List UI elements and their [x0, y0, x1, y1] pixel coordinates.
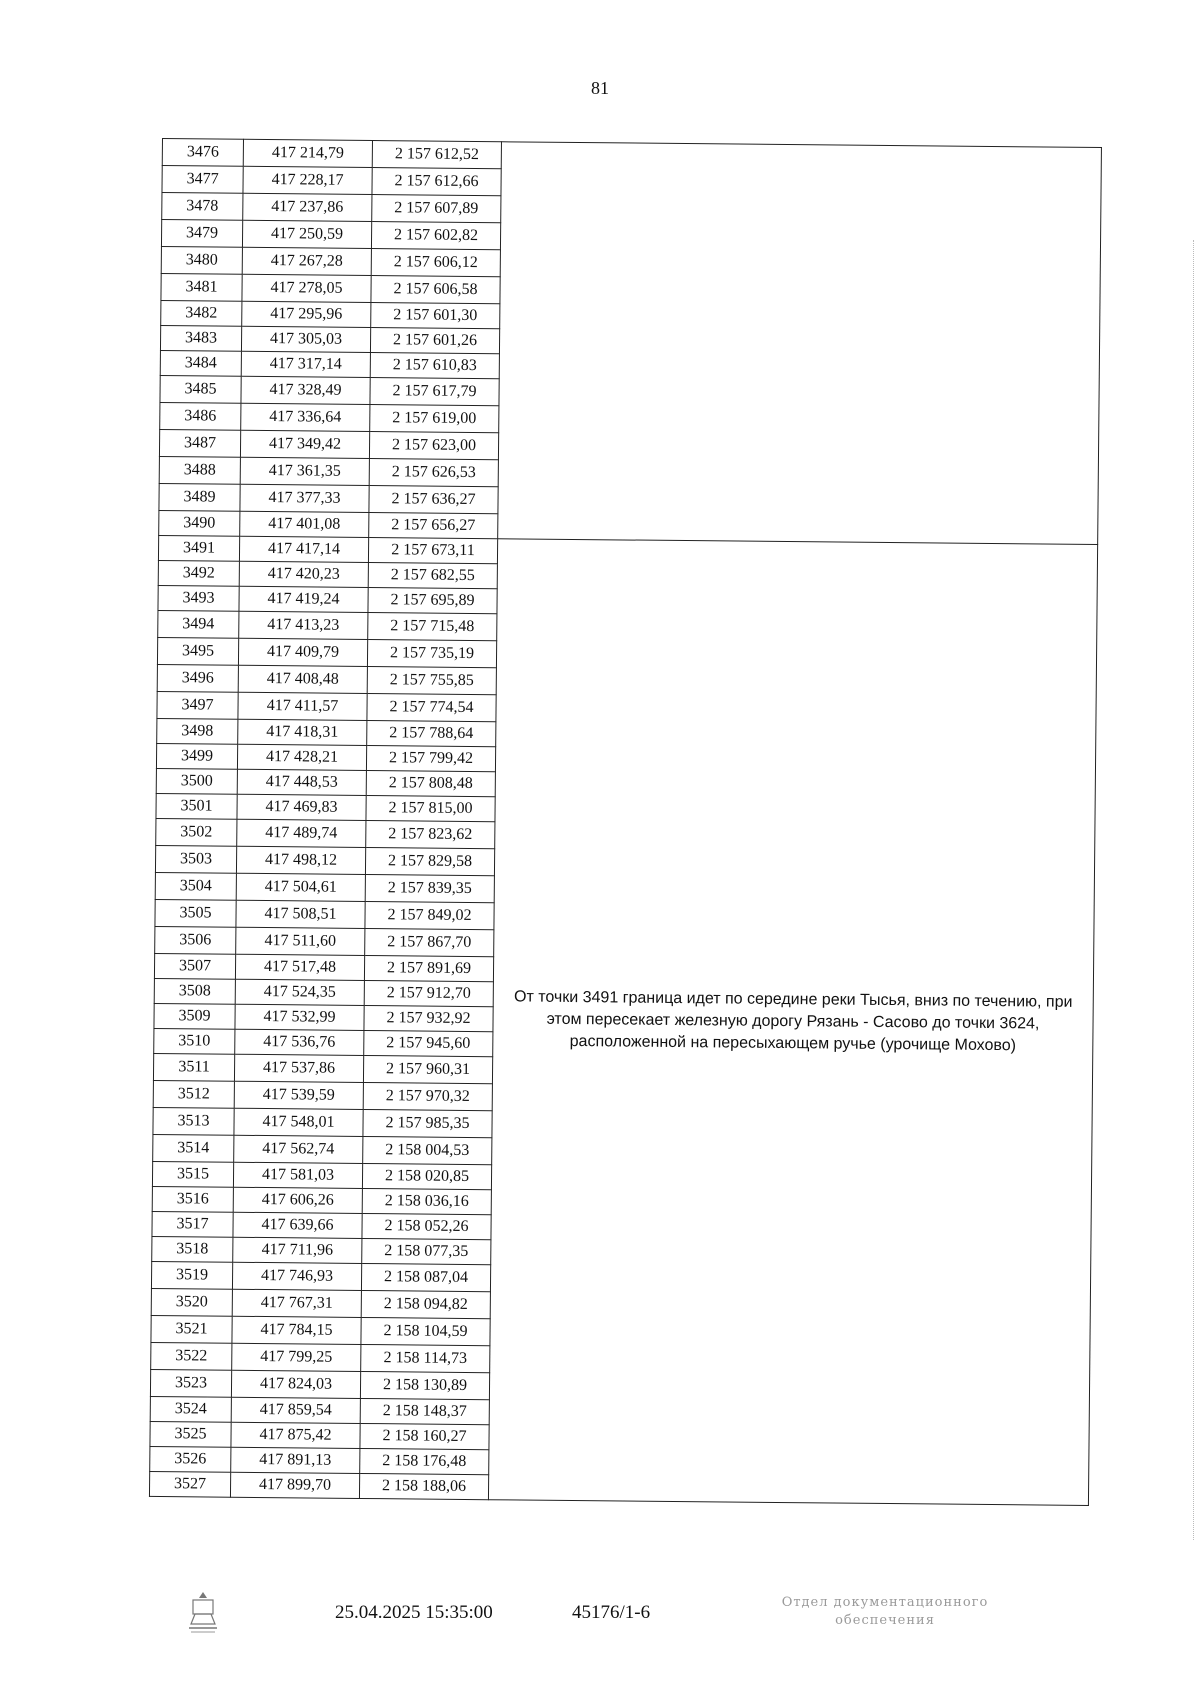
- y-coordinate-cell: 2 157 601,30: [371, 303, 500, 329]
- x-coordinate-cell: 417 711,96: [233, 1237, 362, 1263]
- x-coordinate-cell: 417 517,48: [235, 954, 364, 980]
- emblem-icon: [185, 1590, 221, 1636]
- point-number-cell: 3521: [151, 1315, 232, 1343]
- point-number-cell: 3522: [151, 1342, 232, 1370]
- x-coordinate-cell: 417 409,79: [238, 638, 367, 666]
- y-coordinate-cell: 2 158 020,85: [362, 1163, 491, 1189]
- y-coordinate-cell: 2 157 673,11: [368, 538, 497, 564]
- point-number-cell: 3515: [152, 1161, 233, 1187]
- x-coordinate-cell: 417 511,60: [236, 927, 365, 955]
- point-number-cell: 3477: [162, 166, 243, 194]
- point-number-cell: 3507: [154, 953, 235, 979]
- x-coordinate-cell: 417 562,74: [234, 1135, 363, 1163]
- point-number-cell: 3514: [153, 1134, 234, 1162]
- x-coordinate-cell: 417 417,14: [239, 536, 368, 562]
- footer-timestamp: 25.04.2025 15:35:00: [335, 1602, 493, 1623]
- x-coordinate-cell: 417 336,64: [241, 403, 370, 431]
- x-coordinate-cell: 417 899,70: [230, 1472, 359, 1498]
- point-number-cell: 3488: [159, 456, 240, 484]
- point-number-cell: 3516: [152, 1186, 233, 1212]
- stamp-line-1: Отдел документационного: [781, 1595, 989, 1610]
- y-coordinate-cell: 2 157 945,60: [364, 1030, 493, 1056]
- point-number-cell: 3495: [157, 637, 238, 665]
- point-number-cell: 3481: [161, 273, 242, 301]
- y-coordinate-cell: 2 158 077,35: [362, 1238, 491, 1264]
- x-coordinate-cell: 417 237,86: [243, 193, 372, 221]
- x-coordinate-cell: 417 408,48: [238, 665, 367, 693]
- x-coordinate-cell: 417 537,86: [234, 1054, 363, 1082]
- x-coordinate-cell: 417 250,59: [242, 220, 371, 248]
- y-coordinate-cell: 2 157 606,58: [371, 276, 500, 304]
- x-coordinate-cell: 417 532,99: [235, 1004, 364, 1030]
- boundary-description-cell: От точки 3491 граница идет по середине реки Тысья, вниз по течению, при этом пересекает железную дорогу Рязань - Сасово до точки 3624, расположенной на пересыхающем ручье (урочище Мохово): [488, 539, 1097, 1506]
- y-coordinate-cell: 2 157 970,32: [363, 1082, 492, 1110]
- point-number-cell: 3487: [159, 429, 240, 457]
- y-coordinate-cell: 2 158 036,16: [362, 1188, 491, 1214]
- point-number-cell: 3484: [160, 350, 241, 376]
- y-coordinate-cell: 2 157 891,69: [364, 955, 493, 981]
- point-number-cell: 3513: [153, 1107, 234, 1135]
- point-number-cell: 3480: [161, 246, 242, 274]
- scan-edge-marks: [1191, 240, 1194, 1540]
- x-coordinate-cell: 417 536,76: [235, 1029, 364, 1055]
- y-coordinate-cell: 2 157 823,62: [366, 820, 495, 848]
- y-coordinate-cell: 2 157 601,26: [370, 328, 499, 354]
- point-number-cell: 3497: [157, 691, 238, 719]
- y-coordinate-cell: 2 158 114,73: [361, 1344, 490, 1372]
- point-number-cell: 3483: [160, 325, 241, 351]
- point-number-cell: 3500: [156, 768, 237, 794]
- x-coordinate-cell: 417 489,74: [237, 819, 366, 847]
- stamp-line-2: обеспечения: [835, 1613, 935, 1628]
- y-coordinate-cell: 2 158 094,82: [361, 1290, 490, 1318]
- y-coordinate-cell: 2 157 612,66: [372, 168, 501, 196]
- x-coordinate-cell: 417 401,08: [240, 511, 369, 537]
- y-coordinate-cell: 2 158 052,26: [362, 1213, 491, 1239]
- y-coordinate-cell: 2 157 606,12: [371, 249, 500, 277]
- x-coordinate-cell: 417 581,03: [233, 1162, 362, 1188]
- x-coordinate-cell: 417 448,53: [237, 769, 366, 795]
- x-coordinate-cell: 417 295,96: [242, 301, 371, 327]
- point-number-cell: 3478: [162, 193, 243, 221]
- y-coordinate-cell: 2 157 695,89: [368, 588, 497, 614]
- point-number-cell: 3519: [151, 1261, 232, 1289]
- point-number-cell: 3520: [151, 1288, 232, 1316]
- y-coordinate-cell: 2 157 612,52: [372, 141, 501, 169]
- x-coordinate-cell: 417 539,59: [234, 1081, 363, 1109]
- point-number-cell: 3482: [161, 300, 242, 326]
- x-coordinate-cell: 417 228,17: [243, 166, 372, 194]
- x-coordinate-cell: 417 469,83: [237, 794, 366, 820]
- x-coordinate-cell: 417 361,35: [240, 457, 369, 485]
- y-coordinate-cell: 2 157 656,27: [369, 513, 498, 539]
- x-coordinate-cell: 417 639,66: [233, 1212, 362, 1238]
- point-number-cell: 3527: [149, 1471, 230, 1497]
- y-coordinate-cell: 2 157 626,53: [369, 459, 498, 487]
- x-coordinate-cell: 417 508,51: [236, 900, 365, 928]
- page-footer: [0, 1590, 1200, 1650]
- point-number-cell: 3517: [152, 1211, 233, 1237]
- y-coordinate-cell: 2 157 735,19: [367, 639, 496, 667]
- x-coordinate-cell: 417 859,54: [231, 1397, 360, 1423]
- x-coordinate-cell: 417 305,03: [241, 326, 370, 352]
- point-number-cell: 3518: [152, 1236, 233, 1262]
- y-coordinate-cell: 2 157 602,82: [371, 222, 500, 250]
- point-number-cell: 3509: [154, 1003, 235, 1029]
- point-number-cell: 3504: [155, 872, 236, 900]
- y-coordinate-cell: 2 157 815,00: [366, 795, 495, 821]
- x-coordinate-cell: 417 377,33: [240, 484, 369, 512]
- coordinates-table-wrapper: [149, 138, 1102, 1506]
- point-number-cell: 3525: [150, 1421, 231, 1447]
- point-number-cell: 3510: [154, 1028, 235, 1054]
- x-coordinate-cell: 417 349,42: [240, 430, 369, 458]
- x-coordinate-cell: 417 328,49: [241, 376, 370, 404]
- y-coordinate-cell: 2 157 774,54: [367, 693, 496, 721]
- point-number-cell: 3494: [158, 610, 239, 638]
- point-number-cell: 3496: [157, 664, 238, 692]
- point-number-cell: 3511: [153, 1053, 234, 1081]
- page-number: 81: [591, 78, 609, 98]
- y-coordinate-cell: 2 157 799,42: [366, 745, 495, 771]
- point-number-cell: 3490: [159, 510, 240, 536]
- x-coordinate-cell: 417 824,03: [231, 1370, 360, 1398]
- y-coordinate-cell: 2 158 176,48: [360, 1448, 489, 1474]
- y-coordinate-cell: 2 157 617,79: [370, 378, 499, 406]
- y-coordinate-cell: 2 157 985,35: [363, 1109, 492, 1137]
- y-coordinate-cell: 2 157 839,35: [365, 874, 494, 902]
- department-stamp: [735, 1594, 1035, 1630]
- y-coordinate-cell: 2 157 829,58: [365, 847, 494, 875]
- x-coordinate-cell: 417 746,93: [232, 1262, 361, 1290]
- x-coordinate-cell: 417 214,79: [243, 139, 372, 167]
- x-coordinate-cell: 417 419,24: [239, 586, 368, 612]
- x-coordinate-cell: 417 767,31: [232, 1289, 361, 1317]
- y-coordinate-cell: 2 157 623,00: [369, 432, 498, 460]
- y-coordinate-cell: 2 158 130,89: [360, 1371, 489, 1399]
- x-coordinate-cell: 417 875,42: [231, 1422, 360, 1448]
- point-number-cell: 3502: [156, 818, 237, 846]
- x-coordinate-cell: 417 799,25: [232, 1343, 361, 1371]
- point-number-cell: 3505: [155, 899, 236, 927]
- x-coordinate-cell: 417 784,15: [232, 1316, 361, 1344]
- x-coordinate-cell: 417 278,05: [242, 274, 371, 302]
- point-number-cell: 3499: [156, 743, 237, 769]
- point-number-cell: 3479: [161, 220, 242, 248]
- y-coordinate-cell: 2 157 619,00: [370, 405, 499, 433]
- x-coordinate-cell: 417 420,23: [239, 561, 368, 587]
- point-number-cell: 3476: [162, 139, 243, 167]
- x-coordinate-cell: 417 317,14: [241, 351, 370, 377]
- x-coordinate-cell: 417 504,61: [236, 873, 365, 901]
- x-coordinate-cell: 417 418,31: [238, 719, 367, 745]
- y-coordinate-cell: 2 158 160,27: [360, 1423, 489, 1449]
- point-number-cell: 3498: [157, 718, 238, 744]
- y-coordinate-cell: 2 157 610,83: [370, 353, 499, 379]
- point-number-cell: 3492: [158, 560, 239, 586]
- y-coordinate-cell: 2 157 960,31: [363, 1055, 492, 1083]
- point-number-cell: 3485: [160, 375, 241, 403]
- point-number-cell: 3526: [150, 1446, 231, 1472]
- x-coordinate-cell: 417 891,13: [231, 1447, 360, 1473]
- y-coordinate-cell: 2 157 849,02: [365, 901, 494, 929]
- y-coordinate-cell: 2 158 104,59: [361, 1317, 490, 1345]
- point-number-cell: 3508: [154, 978, 235, 1004]
- y-coordinate-cell: 2 157 912,70: [364, 980, 493, 1006]
- point-number-cell: 3491: [158, 535, 239, 561]
- x-coordinate-cell: 417 524,35: [235, 979, 364, 1005]
- y-coordinate-cell: 2 157 867,70: [365, 928, 494, 956]
- x-coordinate-cell: 417 498,12: [236, 846, 365, 874]
- y-coordinate-cell: 2 157 715,48: [368, 612, 497, 640]
- x-coordinate-cell: 417 411,57: [238, 692, 367, 720]
- y-coordinate-cell: 2 157 682,55: [368, 563, 497, 589]
- x-coordinate-cell: 417 428,21: [237, 744, 366, 770]
- y-coordinate-cell: 2 157 636,27: [369, 486, 498, 514]
- point-number-cell: 3523: [150, 1369, 231, 1397]
- y-coordinate-cell: 2 157 788,64: [367, 720, 496, 746]
- y-coordinate-cell: 2 157 808,48: [366, 770, 495, 796]
- point-number-cell: 3503: [155, 845, 236, 873]
- point-number-cell: 3489: [159, 483, 240, 511]
- point-number-cell: 3506: [155, 926, 236, 954]
- coordinates-table: [149, 138, 1102, 1506]
- y-coordinate-cell: 2 158 148,37: [360, 1398, 489, 1424]
- point-number-cell: 3486: [160, 402, 241, 430]
- x-coordinate-cell: 417 548,01: [234, 1108, 363, 1136]
- point-number-cell: 3524: [150, 1396, 231, 1422]
- coordinates-table-body: [149, 139, 1101, 1506]
- description-cell-empty: [498, 142, 1102, 545]
- x-coordinate-cell: 417 606,26: [233, 1187, 362, 1213]
- y-coordinate-cell: 2 157 607,89: [372, 195, 501, 223]
- y-coordinate-cell: 2 158 004,53: [363, 1136, 492, 1164]
- y-coordinate-cell: 2 158 087,04: [361, 1263, 490, 1291]
- y-coordinate-cell: 2 158 188,06: [359, 1473, 488, 1499]
- point-number-cell: 3493: [158, 585, 239, 611]
- point-number-cell: 3512: [153, 1080, 234, 1108]
- y-coordinate-cell: 2 157 755,85: [367, 666, 496, 694]
- point-number-cell: 3501: [156, 793, 237, 819]
- x-coordinate-cell: 417 413,23: [239, 611, 368, 639]
- footer-document-code: 45176/1-6: [572, 1602, 651, 1623]
- y-coordinate-cell: 2 157 932,92: [364, 1005, 493, 1031]
- x-coordinate-cell: 417 267,28: [242, 247, 371, 275]
